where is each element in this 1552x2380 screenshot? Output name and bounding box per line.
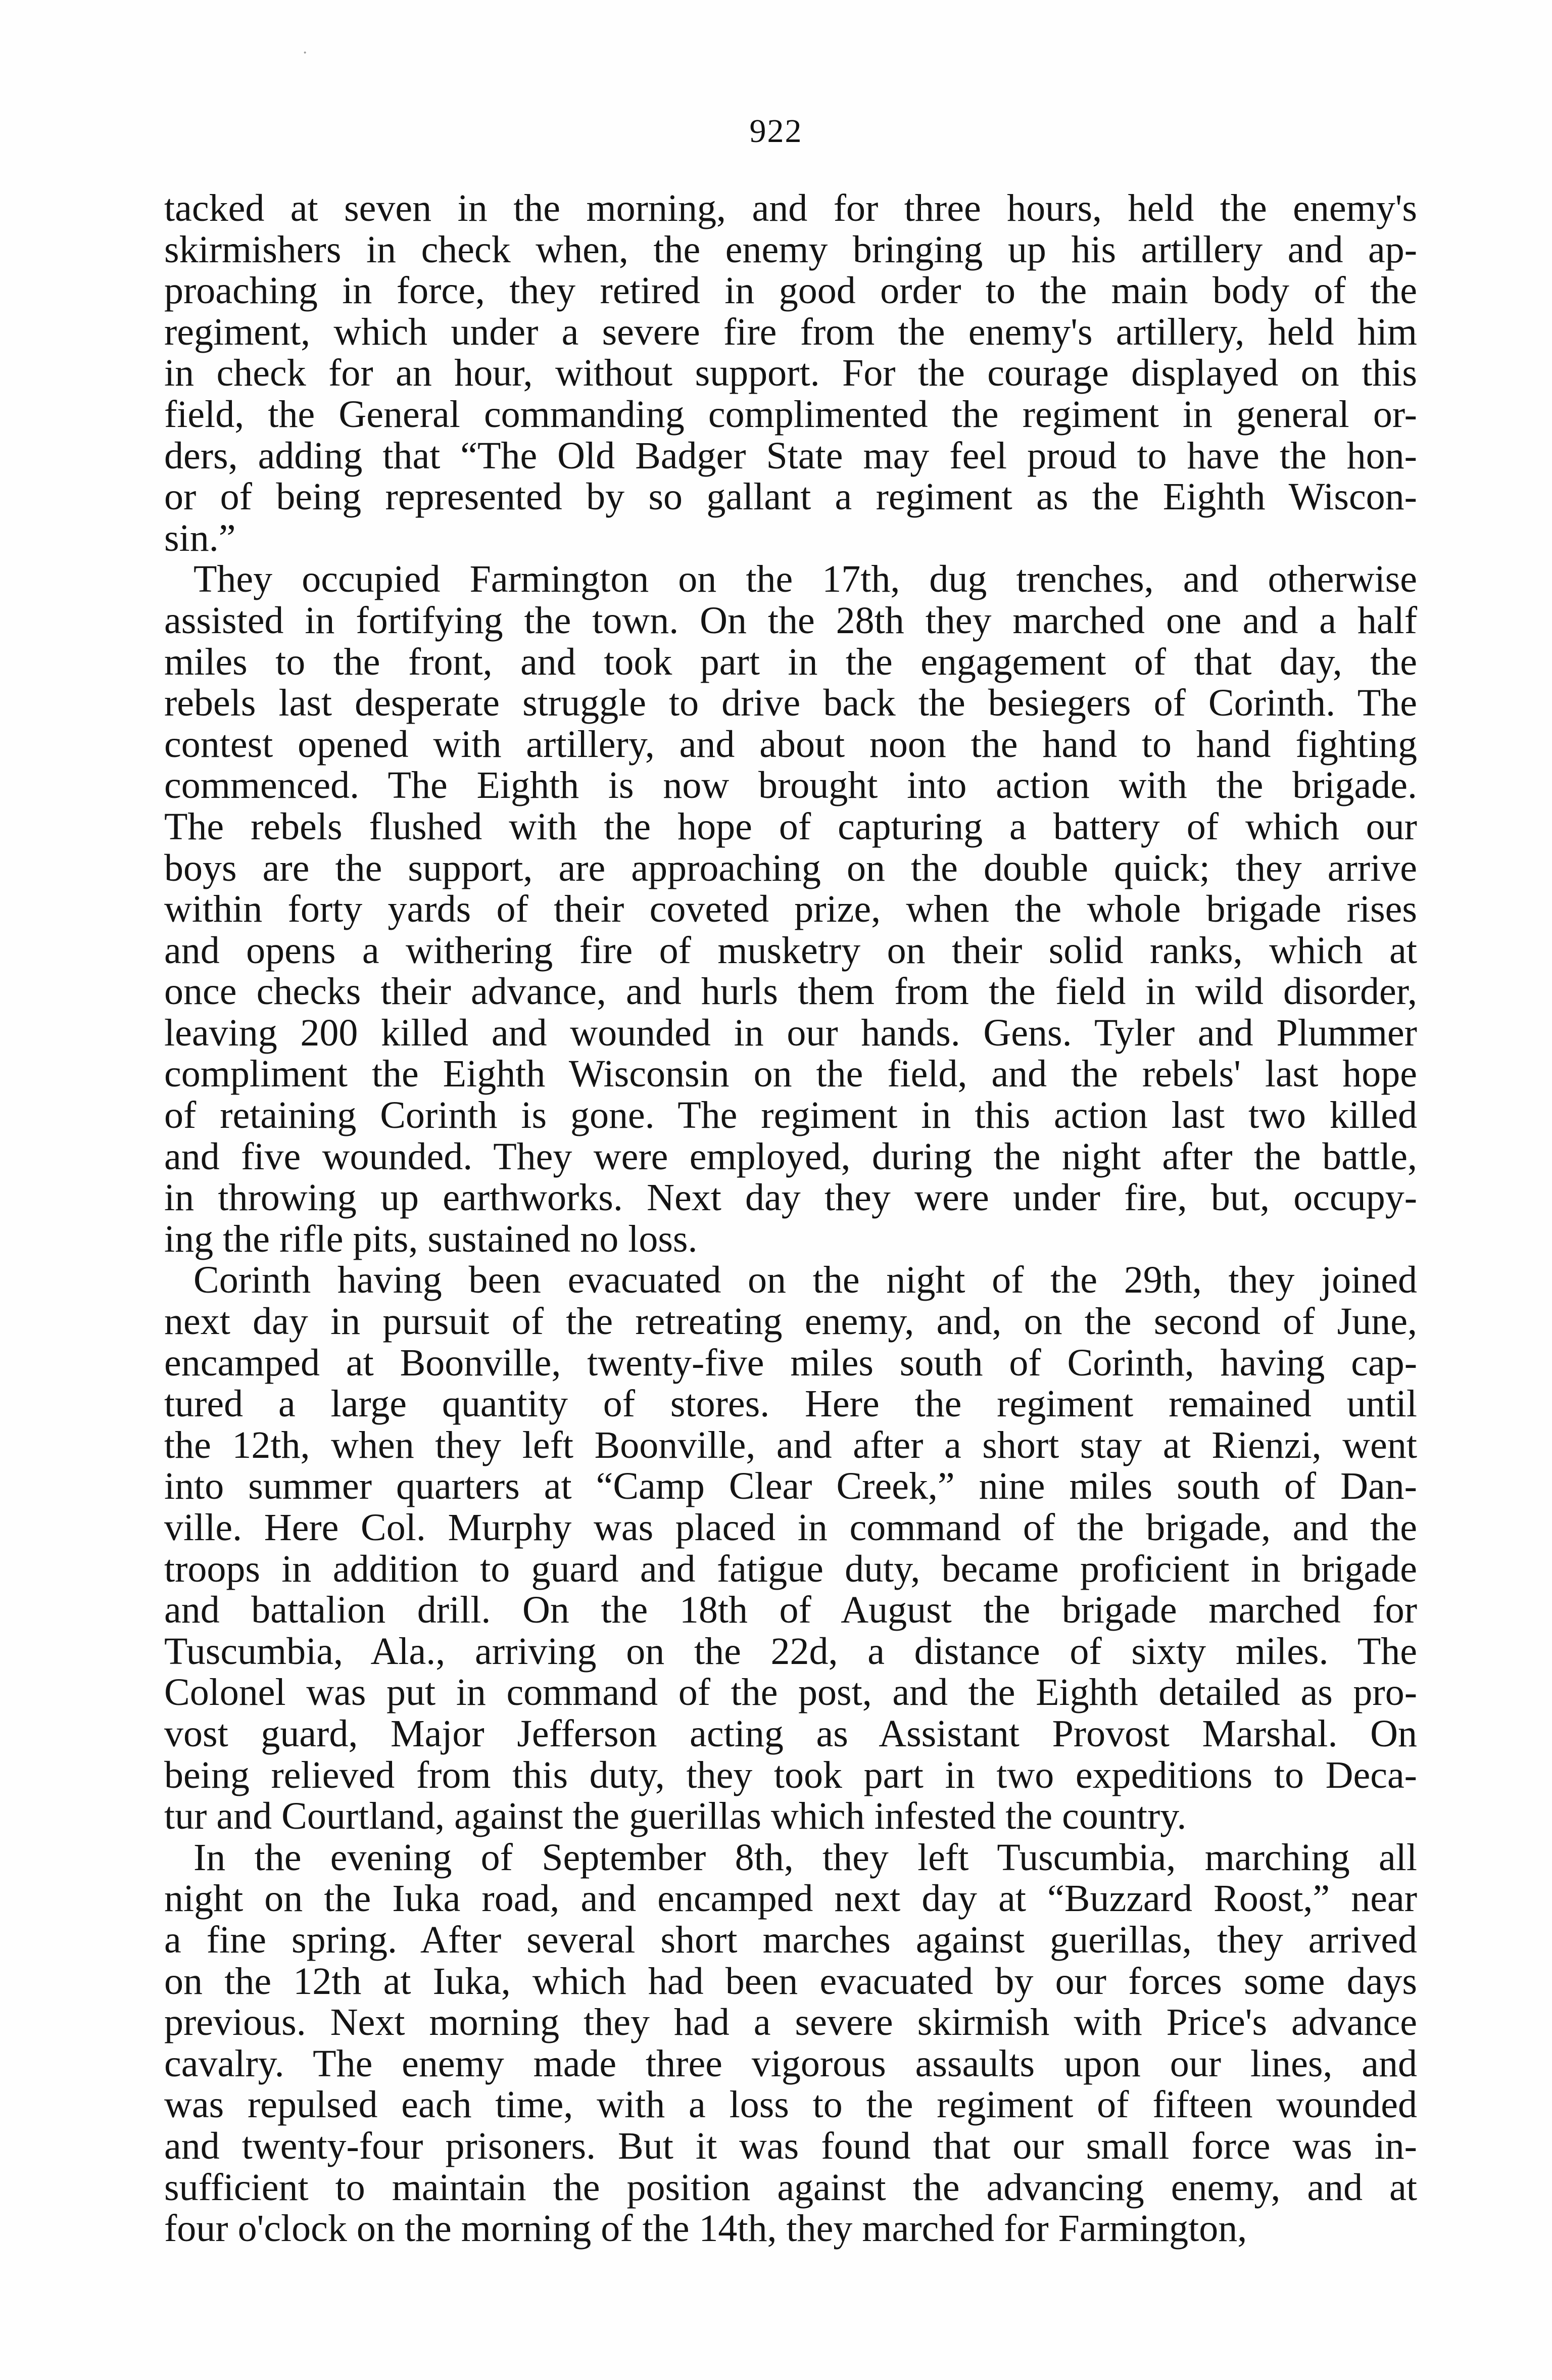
- text-line: tur and Courtland, against the guerillas which infested the country.: [164, 1795, 1187, 1838]
- paper-speck: ·: [302, 43, 308, 62]
- text-line: boys are the support, are approaching on the double quick; they arrive: [164, 846, 1417, 889]
- text-line: compliment the Eighth Wisconsin on the field, and the rebels' last hope: [164, 1053, 1417, 1096]
- text-line: of retaining Corinth is gone. The regiment in this action last two killed: [164, 1094, 1417, 1137]
- text-line: troops in addition to guard and fatigue duty, became proficient in brigade: [164, 1547, 1417, 1590]
- paragraph: [164, 1260, 1417, 1837]
- text-line: night on the Iuka road, and encamped next day at “Buzzard Roost,” near: [164, 1877, 1417, 1920]
- text-line: Tuscumbia, Ala., arriving on the 22d, a distance of sixty miles. The: [164, 1630, 1417, 1673]
- paragraph: [164, 1837, 1417, 2250]
- text-line: assisted in fortifying the town. On the 28th they marched one and a half: [164, 599, 1417, 642]
- text-line: and opens a withering fire of musketry on their solid ranks, which at: [164, 929, 1417, 972]
- text-line: leaving 200 killed and wounded in our hands. Gens. Tyler and Plummer: [164, 1011, 1417, 1054]
- text-line: being relieved from this duty, they took part in two expeditions to Deca-: [164, 1753, 1417, 1796]
- text-line: encamped at Boonville, twenty-five miles south of Corinth, having cap-: [164, 1341, 1417, 1384]
- text-line: ville. Here Col. Murphy was placed in command of the brigade, and the: [164, 1506, 1417, 1549]
- text-line: In the evening of September 8th, they left Tuscumbia, marching all: [193, 1836, 1417, 1879]
- text-line: previous. Next morning they had a severe skirmish with Price's advance: [164, 2001, 1417, 2044]
- text-line: ders, adding that “The Old Badger State may feel proud to have the hon-: [164, 434, 1417, 477]
- body-text: [164, 188, 1417, 2250]
- text-line: Corinth having been evacuated on the night of the 29th, they joined: [193, 1259, 1417, 1302]
- text-line: proaching in force, they retired in good order to the main body of the: [164, 269, 1417, 312]
- text-line: once checks their advance, and hurls them from the field in wild disorder,: [164, 970, 1417, 1013]
- text-line: regiment, which under a severe fire from the enemy's artillery, held him: [164, 310, 1417, 353]
- text-line: or of being represented by so gallant a regiment as the Eighth Wiscon-: [164, 475, 1417, 518]
- text-line: sin.”: [164, 516, 236, 559]
- text-line: field, the General commanding complimented the regiment in general or-: [164, 393, 1417, 436]
- page-number: 922: [749, 113, 803, 150]
- text-line: four o'clock on the morning of the 14th, they marched for Farmington,: [164, 2207, 1247, 2250]
- text-line: vost guard, Major Jefferson acting as Assistant Provost Marshal. On: [164, 1712, 1417, 1755]
- text-line: The rebels flushed with the hope of capturing a battery of which our: [164, 805, 1417, 848]
- text-line: into summer quarters at “Camp Clear Creek,” nine miles south of Dan-: [164, 1465, 1417, 1508]
- text-line: on the 12th at Iuka, which had been evacuated by our forces some days: [164, 1960, 1417, 2003]
- text-line: in check for an hour, without support. For the courage displayed on this: [164, 352, 1417, 395]
- text-line: and battalion drill. On the 18th of August the brigade marched for: [164, 1589, 1417, 1632]
- text-line: They occupied Farmington on the 17th, dug trenches, and otherwise: [193, 558, 1417, 601]
- text-line: next day in pursuit of the retreating enemy, and, on the second of June,: [164, 1300, 1417, 1343]
- paragraph: [164, 188, 1417, 559]
- text-line: and twenty-four prisoners. But it was found that our small force was in-: [164, 2124, 1417, 2167]
- text-line: commenced. The Eighth is now brought into action with the brigade.: [164, 764, 1417, 807]
- text-line: contest opened with artillery, and about noon the hand to hand fighting: [164, 723, 1417, 766]
- text-line: tured a large quantity of stores. Here the regiment remained until: [164, 1383, 1417, 1425]
- text-line: was repulsed each time, with a loss to the regiment of fifteen wounded: [164, 2083, 1417, 2126]
- paragraph: [164, 559, 1417, 1260]
- text-line: and five wounded. They were employed, during the night after the battle,: [164, 1135, 1417, 1178]
- text-line: rebels last desperate struggle to drive back the besiegers of Corinth. The: [164, 682, 1417, 725]
- text-line: a fine spring. After several short marches against guerillas, they arrived: [164, 1918, 1417, 1961]
- text-line: within forty yards of their coveted prize, when the whole brigade rises: [164, 888, 1417, 931]
- text-line: sufficient to maintain the position against the advancing enemy, and at: [164, 2166, 1417, 2209]
- text-line: cavalry. The enemy made three vigorous assaults upon our lines, and: [164, 2042, 1417, 2085]
- text-line: miles to the front, and took part in the engagement of that day, the: [164, 640, 1417, 683]
- text-line: ing the rifle pits, sustained no loss.: [164, 1217, 698, 1260]
- text-line: skirmishers in check when, the enemy bringing up his artillery and ap-: [164, 228, 1417, 271]
- text-line: tacked at seven in the morning, and for three hours, held the enemy's: [164, 187, 1417, 229]
- text-line: the 12th, when they left Boonville, and after a short stay at Rienzi, went: [164, 1423, 1417, 1466]
- text-line: in throwing up earthworks. Next day they were under fire, but, occupy-: [164, 1176, 1417, 1219]
- text-line: Colonel was put in command of the post, and the Eighth detailed as pro-: [164, 1671, 1417, 1714]
